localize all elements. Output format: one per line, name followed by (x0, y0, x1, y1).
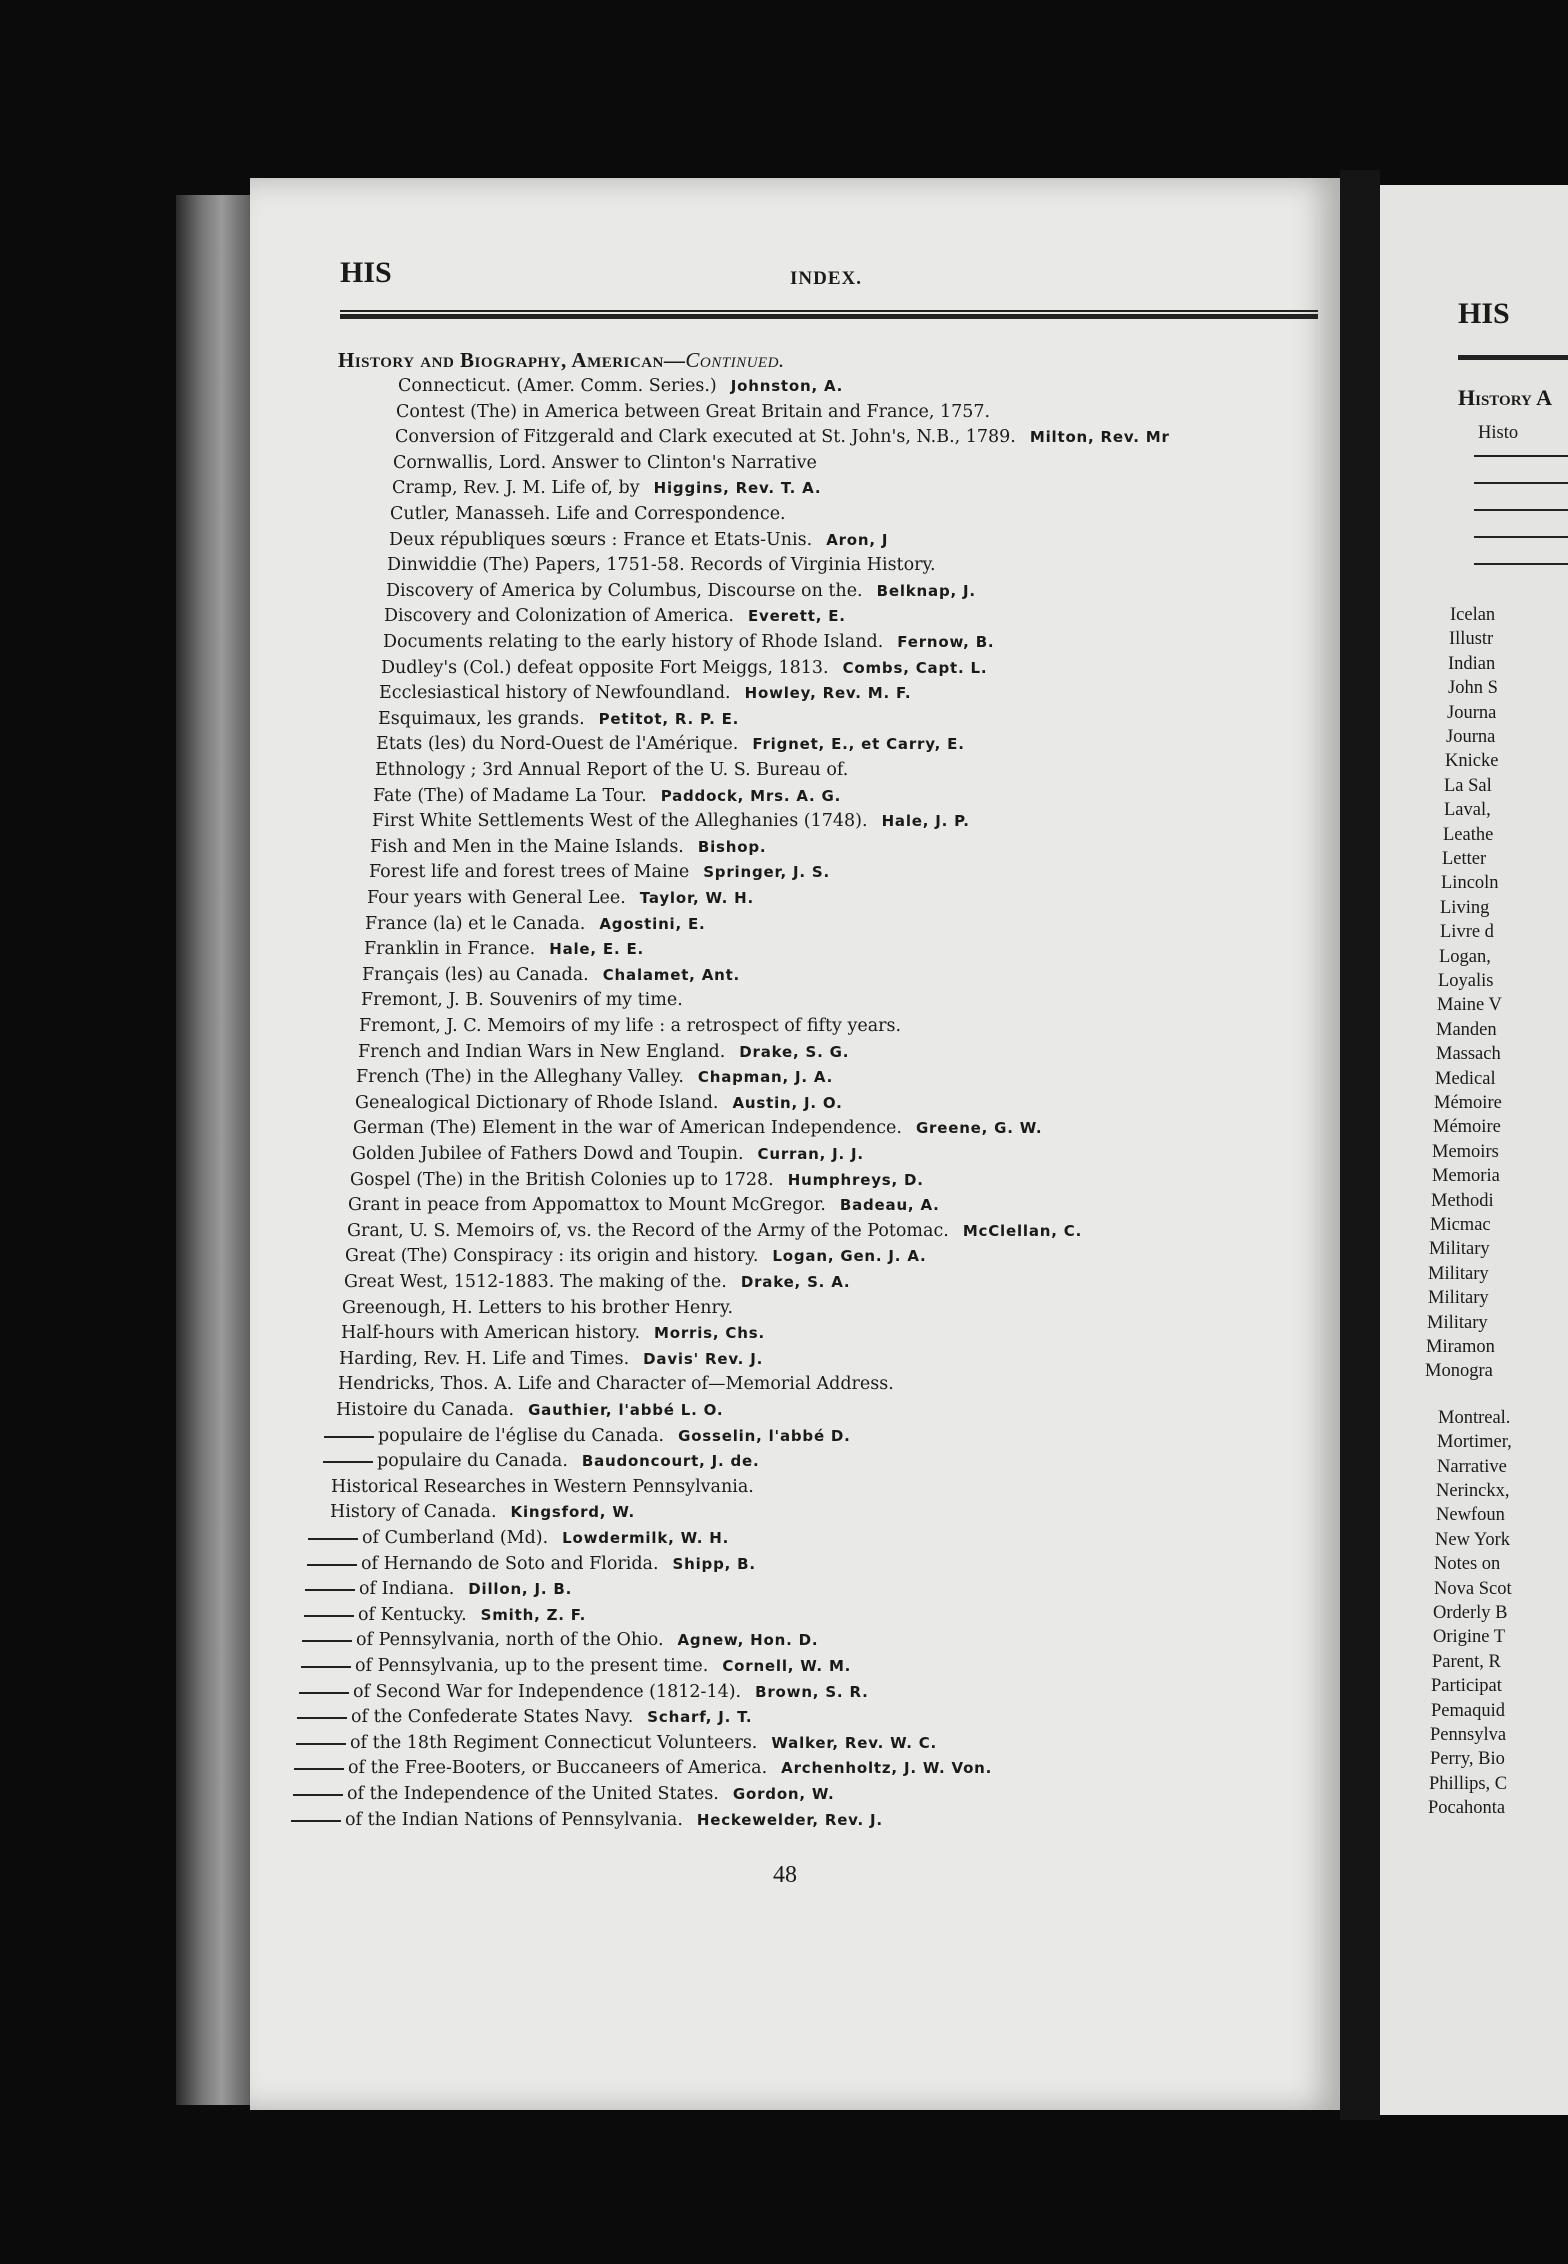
index-entry (393, 451, 817, 475)
entry-title: Grant in peace from Appomattox to Mount McGregor. (348, 1195, 826, 1215)
right-first-line: Histo (1478, 423, 1519, 443)
entry-author: Belknap, J. (876, 582, 976, 600)
index-entry (381, 656, 987, 680)
index-entry (307, 1552, 756, 1576)
entry-title: Histoire du Canada. (336, 1400, 515, 1420)
entry-author: Gordon, W. (732, 1785, 835, 1803)
entry-author: Gosselin, l'abbé D. (678, 1427, 851, 1445)
entry-title: Français (les) au Canada. (362, 965, 589, 985)
entry-author: McClellan, C. (962, 1222, 1083, 1240)
entry-title: Dudley's (Col.) defeat opposite Fort Meiggs, 1813. (381, 658, 829, 678)
right-entry: Military (1428, 1288, 1489, 1308)
entry-author: Austin, J. O. (732, 1094, 843, 1112)
entry-title: Documents relating to the early history of Rhode Island. (383, 632, 884, 652)
entry-title: of the 18th Regiment Connecticut Volunteers. (350, 1733, 758, 1753)
entry-title: French (The) in the Alleghany Valley. (356, 1067, 684, 1087)
right-entry: Methodi (1431, 1191, 1494, 1211)
entry-title: Deux républiques sœurs : France et Etats-Unis. (389, 530, 813, 550)
section-title-text: History and Biography, American— (338, 348, 686, 372)
index-entry (361, 988, 683, 1012)
entry-title: of Indiana. (359, 1579, 455, 1599)
right-ditto-dash (1474, 482, 1568, 484)
entry-author: Everett, E. (747, 607, 846, 625)
right-entry: Military (1429, 1239, 1490, 1259)
book-gutter (1340, 170, 1380, 2120)
right-entry: Mémoire (1433, 1117, 1501, 1137)
index-entry (359, 1014, 901, 1038)
entry-title: History of Canada. (330, 1502, 497, 1522)
index-entry (293, 1782, 835, 1806)
entry-author: Drake, S. G. (739, 1043, 850, 1061)
entry-title: Golden Jubilee of Fathers Dowd and Toupin. (352, 1144, 744, 1164)
index-entry (344, 1270, 850, 1294)
entry-title: France (la) et le Canada. (365, 914, 586, 934)
right-entry: Orderly B (1433, 1603, 1508, 1623)
index-entry (384, 604, 846, 628)
index-entry (347, 1219, 1082, 1243)
index-entry (324, 1424, 851, 1448)
index-entry (386, 579, 976, 603)
entry-title: Half-hours with American history. (341, 1323, 641, 1343)
index-entry (301, 1654, 851, 1678)
entry-title: Ecclesiastical history of Newfoundland. (379, 683, 731, 703)
right-entry: Miramon (1426, 1337, 1495, 1357)
entry-author: Davis' Rev. J. (643, 1350, 764, 1368)
section-title (338, 348, 785, 373)
right-ditto-dash (1474, 563, 1568, 565)
ditto-dash (307, 1564, 357, 1566)
header-center: INDEX. (790, 268, 862, 289)
entry-author: Morris, Chs. (654, 1324, 765, 1342)
entry-title: First White Settlements West of the Alleghanies (1748). (372, 811, 868, 831)
index-entry (364, 937, 644, 961)
right-entry: Military (1428, 1264, 1489, 1284)
index-entry (323, 1449, 760, 1473)
entry-author: Milton, Rev. Mr (1029, 428, 1170, 446)
entry-title: Fremont, J. C. Memoirs of my life : a retrospect of fifty years. (359, 1016, 902, 1036)
entry-title: of the Indian Nations of Pennsylvania. (345, 1810, 683, 1830)
right-entry: Participat (1431, 1676, 1502, 1696)
index-entry (375, 758, 848, 782)
ditto-dash (296, 1743, 346, 1745)
entry-title: German (The) Element in the war of American Independence. (353, 1118, 902, 1138)
index-entry (296, 1731, 937, 1755)
index-entry (398, 374, 843, 398)
entry-title: of the Free-Booters, or Buccaneers of America. (348, 1758, 768, 1778)
ditto-dash (308, 1538, 358, 1540)
entry-author: Kingsford, W. (510, 1503, 635, 1521)
right-entry: Origine T (1433, 1627, 1506, 1647)
entry-title: Cornwallis, Lord. Answer to Clinton's Narrative (393, 453, 817, 473)
right-entry: John S (1448, 678, 1498, 698)
index-entry (341, 1321, 765, 1345)
right-entry: Logan, (1439, 947, 1491, 967)
index-entry (342, 1296, 733, 1320)
right-entry: New York (1435, 1530, 1511, 1550)
right-entry: Parent, R (1432, 1652, 1501, 1672)
right-entry: Mortimer, (1437, 1432, 1512, 1452)
entry-author: Cornell, W. M. (722, 1657, 852, 1675)
index-entry (305, 1577, 572, 1601)
entry-title: French and Indian Wars in New England. (358, 1042, 726, 1062)
index-entry (294, 1756, 992, 1780)
ditto-dash (323, 1461, 373, 1463)
right-entry: Icelan (1450, 605, 1496, 625)
right-entry: Loyalis (1438, 971, 1494, 991)
index-entry (348, 1193, 940, 1217)
right-entry: La Sal (1444, 776, 1492, 796)
right-entry: Living (1440, 898, 1490, 918)
right-entry: Lincoln (1441, 873, 1499, 893)
right-entry: Micmac (1430, 1215, 1491, 1235)
section-continued: Continued. (685, 348, 785, 372)
right-entry: Maine V (1437, 995, 1502, 1015)
index-entry (396, 400, 990, 424)
index-entry (372, 809, 970, 833)
entry-author: Drake, S. A. (740, 1273, 851, 1291)
entry-title: Grant, U. S. Memoirs of, vs. the Record of the Army of the Potomac. (347, 1221, 949, 1241)
entry-title: of the Confederate States Navy. (351, 1707, 634, 1727)
index-entry (345, 1244, 927, 1268)
right-entry: Montreal. (1438, 1408, 1511, 1428)
entry-author: Gauthier, l'abbé L. O. (528, 1401, 724, 1419)
index-entry (302, 1628, 818, 1652)
entry-title: Great West, 1512-1883. The making of the. (344, 1272, 727, 1292)
right-entry: Monogra (1425, 1361, 1493, 1381)
entry-author: Heckewelder, Rev. J. (696, 1811, 883, 1829)
entry-author: Agostini, E. (599, 915, 706, 933)
entry-author: Shipp, B. (672, 1555, 756, 1573)
index-entry (362, 963, 740, 987)
page-number: 48 (773, 1862, 797, 1888)
entry-author: Howley, Rev. M. F. (744, 684, 912, 702)
right-entry: Journa (1447, 703, 1497, 723)
entry-author: Archenholtz, J. W. Von. (781, 1759, 993, 1777)
index-entry (389, 528, 888, 552)
index-entry (387, 553, 936, 577)
header-rule (340, 310, 1318, 319)
entry-author: Humphreys, D. (787, 1171, 924, 1189)
index-entry (297, 1705, 752, 1729)
index-entry (352, 1142, 864, 1166)
index-entry (338, 1372, 894, 1396)
entry-author: Curran, J. J. (757, 1145, 864, 1163)
entry-title: Hendricks, Thos. A. Life and Character of—Memorial Address. (338, 1374, 894, 1394)
entry-author: Smith, Z. F. (480, 1606, 587, 1624)
entry-title: Discovery of America by Columbus, Discourse on the. (386, 581, 863, 601)
entry-author: Baudoncourt, J. de. (581, 1452, 760, 1470)
entry-author: Johnston, A. (730, 377, 844, 395)
right-entry: Memoria (1432, 1166, 1500, 1186)
index-entry (304, 1603, 586, 1627)
ditto-dash (305, 1589, 355, 1591)
right-entry: Military (1427, 1313, 1488, 1333)
page-stack-edge (176, 195, 252, 2105)
entry-title: of Second War for Independence (1812-14). (353, 1682, 742, 1702)
main-page (250, 178, 1340, 2110)
entry-author: Paddock, Mrs. A. G. (660, 787, 842, 805)
ditto-dash (297, 1717, 347, 1719)
entry-title: Four years with General Lee. (367, 888, 626, 908)
ditto-dash (291, 1820, 341, 1822)
right-page (1380, 185, 1568, 2115)
index-entry (336, 1398, 723, 1422)
index-entry (331, 1475, 754, 1499)
entry-author: Dillon, J. B. (468, 1580, 573, 1598)
entry-title: Great (The) Conspiracy : its origin and history. (345, 1246, 759, 1266)
index-entry (308, 1526, 729, 1550)
entry-title: Contest (The) in America between Great Britain and France, 1757. (396, 402, 991, 422)
entry-title: Dinwiddie (The) Papers, 1751-58. Records of Virginia History. (387, 555, 936, 575)
right-entry: Indian (1448, 654, 1496, 674)
entry-author: Lowdermilk, W. H. (562, 1529, 730, 1547)
entry-title: Historical Researches in Western Pennsylvania. (331, 1477, 754, 1497)
entry-title: Connecticut. (Amer. Comm. Series.) (398, 376, 717, 396)
entry-title: Franklin in France. (364, 939, 536, 959)
index-entry (369, 860, 830, 884)
entry-title: Esquimaux, les grands. (378, 709, 585, 729)
entry-title: Conversion of Fitzgerald and Clark executed at St. John's, N.B., 1789. (395, 427, 1016, 447)
right-entry: Massach (1436, 1044, 1501, 1064)
entry-author: Badeau, A. (839, 1196, 940, 1214)
entry-title: Greenough, H. Letters to his brother Henry. (342, 1298, 734, 1318)
index-entry (365, 912, 706, 936)
right-entry: Livre d (1440, 922, 1494, 942)
right-entry: Newfoun (1436, 1505, 1505, 1525)
index-entry (370, 835, 766, 859)
index-entry (356, 1065, 833, 1089)
entry-title: of Pennsylvania, up to the present time. (355, 1656, 709, 1676)
entry-title: populaire du Canada. (377, 1451, 568, 1471)
entry-author: Walker, Rev. W. C. (771, 1734, 938, 1752)
index-entry (390, 502, 786, 526)
entry-title: of the Independence of the United States. (347, 1784, 719, 1804)
entry-title: of Cumberland (Md). (362, 1528, 549, 1548)
index-entry (299, 1680, 869, 1704)
ditto-dash (293, 1794, 343, 1796)
entry-author: Springer, J. S. (703, 863, 830, 881)
right-entry: Mémoire (1434, 1093, 1502, 1113)
right-ditto-dash (1474, 536, 1568, 538)
right-entry: Leathe (1443, 825, 1494, 845)
right-entry: Pemaquid (1431, 1701, 1505, 1721)
right-section-title: History A (1458, 385, 1553, 410)
entry-author: Hale, E. E. (549, 940, 645, 958)
index-entry (376, 732, 965, 756)
index-entry (395, 425, 1170, 449)
index-entry (353, 1116, 1042, 1140)
entry-author: Higgins, Rev. T. A. (653, 479, 822, 497)
index-entry (358, 1040, 849, 1064)
ditto-dash (304, 1615, 354, 1617)
right-entry: Pocahonta (1428, 1798, 1506, 1818)
right-header-rule (1458, 355, 1568, 360)
entry-author: Logan, Gen. J. A. (772, 1247, 927, 1265)
entry-author: Scharf, J. T. (647, 1708, 753, 1726)
ditto-dash (294, 1768, 344, 1770)
index-entry (350, 1168, 924, 1192)
entry-author: Chalamet, Ant. (602, 966, 741, 984)
right-entry: Letter (1442, 849, 1487, 869)
entry-author: Fernow, B. (897, 633, 995, 651)
right-entry: Nova Scot (1434, 1579, 1512, 1599)
entry-author: Taylor, W. H. (639, 889, 754, 907)
entry-title: Cramp, Rev. J. M. Life of, by (392, 478, 640, 498)
entry-title: of Pennsylvania, north of the Ohio. (356, 1630, 664, 1650)
right-running-head: HIS (1458, 297, 1510, 330)
right-entry: Journa (1446, 727, 1496, 747)
entry-author: Hale, J. P. (881, 812, 970, 830)
right-entry: Manden (1436, 1020, 1497, 1040)
index-entry (378, 707, 739, 731)
entry-title: Fate (The) of Madame La Tour. (373, 786, 647, 806)
entry-title: Cutler, Manasseh. Life and Correspondence. (390, 504, 786, 524)
index-entry (383, 630, 994, 654)
entry-title: Etats (les) du Nord-Ouest de l'Amérique. (376, 734, 739, 754)
entry-title: of Hernando de Soto and Florida. (361, 1554, 659, 1574)
index-entry (392, 476, 821, 500)
index-entry (379, 681, 911, 705)
right-entry: Medical (1435, 1069, 1496, 1089)
entry-title: Genealogical Dictionary of Rhode Island. (355, 1093, 719, 1113)
entry-author: Frignet, E., et Carry, E. (752, 735, 965, 753)
entry-title: Ethnology ; 3rd Annual Report of the U. S. Bureau of. (375, 760, 849, 780)
right-entry: Memoirs (1432, 1142, 1499, 1162)
right-entry: Nerinckx, (1436, 1481, 1510, 1501)
ditto-dash (301, 1666, 351, 1668)
right-entry: Laval, (1444, 800, 1491, 820)
running-head: HIS (340, 256, 392, 289)
entry-author: Agnew, Hon. D. (677, 1631, 819, 1649)
ditto-dash (299, 1692, 349, 1694)
entry-author: Combs, Capt. L. (842, 659, 988, 677)
right-ditto-dash (1474, 455, 1568, 457)
right-entry: Phillips, C (1429, 1774, 1508, 1794)
right-entry: Notes on (1434, 1554, 1501, 1574)
ditto-dash (324, 1436, 374, 1438)
entry-title: populaire de l'église du Canada. (378, 1426, 665, 1446)
entry-title: Gospel (The) in the British Colonies up to 1728. (350, 1170, 774, 1190)
right-entry: Perry, Bio (1430, 1749, 1505, 1769)
entry-author: Aron, J (826, 531, 889, 549)
entry-title: Harding, Rev. H. Life and Times. (339, 1349, 630, 1369)
entry-author: Brown, S. R. (755, 1683, 869, 1701)
entry-title: Fremont, J. B. Souvenirs of my time. (361, 990, 683, 1010)
entry-author: Bishop. (697, 838, 767, 856)
right-ditto-dash (1474, 509, 1568, 511)
entry-author: Petitot, R. P. E. (598, 710, 740, 728)
entry-author: Greene, G. W. (915, 1119, 1043, 1137)
entry-title: Fish and Men in the Maine Islands. (370, 837, 684, 857)
entry-author: Chapman, J. A. (697, 1068, 834, 1086)
index-entry (330, 1500, 635, 1524)
entry-title: Discovery and Colonization of America. (384, 606, 734, 626)
index-entry (355, 1091, 843, 1115)
index-entry (339, 1347, 763, 1371)
index-entry (291, 1808, 883, 1832)
right-entry: Narrative (1437, 1457, 1507, 1477)
ditto-dash (302, 1640, 352, 1642)
right-entry: Pennsylva (1430, 1725, 1507, 1745)
entry-title: Forest life and forest trees of Maine (369, 862, 690, 882)
right-entry: Knicke (1445, 751, 1499, 771)
index-entry (367, 886, 754, 910)
entry-title: of Kentucky. (358, 1605, 467, 1625)
right-entry: Illustr (1449, 629, 1494, 649)
index-entry (373, 784, 841, 808)
